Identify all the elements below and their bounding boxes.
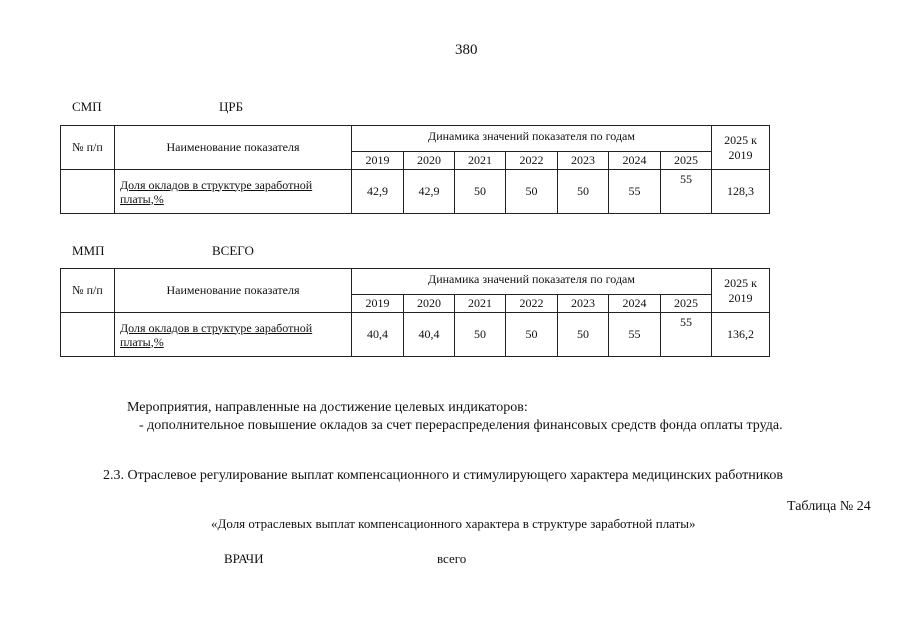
value-cell: 42,9 — [404, 170, 455, 214]
page-number: 380 — [455, 42, 478, 58]
year-header: 2019 — [352, 152, 404, 170]
col-dynamics-header: Динамика значений показателя по годам — [352, 126, 712, 152]
col-name-header: Наименование показателя — [115, 269, 352, 313]
value-cell: 50 — [506, 313, 558, 357]
col-name-header: Наименование показателя — [115, 126, 352, 170]
year-header: 2024 — [609, 295, 661, 313]
section-1-left-label: СМП — [72, 99, 102, 114]
value-cell: 50 — [558, 313, 609, 357]
value-cell: 50 — [455, 313, 506, 357]
measures-title: Мероприятия, направленные на достижение целевых индикаторов: — [127, 400, 528, 415]
table-caption: «Доля отраслевых выплат компенсационного характера в структуре заработной платы» — [211, 516, 696, 531]
value-cell: 55 — [661, 170, 712, 214]
section-1-right-label: ЦРБ — [219, 99, 244, 114]
table-number-label: Таблица № 24 — [787, 499, 871, 514]
ratio-cell: 136,2 — [712, 313, 770, 357]
year-header: 2021 — [455, 152, 506, 170]
year-header: 2020 — [404, 295, 455, 313]
section-2-left-label: ММП — [72, 243, 105, 258]
section-2-right-label: ВСЕГО — [212, 243, 254, 258]
indicator-table-2 — [60, 268, 770, 357]
year-header: 2025 — [661, 295, 712, 313]
section-heading: 2.3. Отраслевое регулирование выплат компенсационного и стимулирующего характера медицинских работников — [103, 468, 783, 483]
col-dynamics-header: Динамика значений показателя по годам — [352, 269, 712, 295]
measures-item: - дополнительное повышение окладов за счет перераспределения финансовых средств фонда оплаты труда. — [139, 418, 783, 433]
value-cell: 50 — [455, 170, 506, 214]
value-cell: 55 — [609, 313, 661, 357]
year-header: 2022 — [506, 295, 558, 313]
col-num-header: № п/п — [61, 269, 115, 313]
row-num — [61, 313, 115, 357]
year-header: 2021 — [455, 295, 506, 313]
year-header: 2023 — [558, 152, 609, 170]
col-ratio-header: 2025 к 2019 — [712, 126, 770, 170]
value-cell: 40,4 — [352, 313, 404, 357]
indicator-name-text: Доля окладов в структуре заработной платы,% — [120, 177, 313, 206]
value-cell: 40,4 — [404, 313, 455, 357]
col-ratio-header: 2025 к 2019 — [712, 269, 770, 313]
year-header: 2024 — [609, 152, 661, 170]
indicator-name — [115, 313, 352, 357]
indicator-name-text: Доля окладов в структуре заработной платы,% — [120, 320, 313, 349]
year-header: 2019 — [352, 295, 404, 313]
ratio-cell: 128,3 — [712, 170, 770, 214]
indicator-table-1 — [60, 125, 770, 214]
value-cell: 42,9 — [352, 170, 404, 214]
indicator-name — [115, 170, 352, 214]
value-cell: 55 — [609, 170, 661, 214]
value-cell: 50 — [506, 170, 558, 214]
bottom-right-label: всего — [437, 551, 467, 566]
table-row — [61, 170, 770, 214]
table-row — [61, 313, 770, 357]
year-header: 2022 — [506, 152, 558, 170]
value-cell: 55 — [661, 313, 712, 357]
year-header: 2023 — [558, 295, 609, 313]
year-header: 2020 — [404, 152, 455, 170]
col-num-header: № п/п — [61, 126, 115, 170]
year-header: 2025 — [661, 152, 712, 170]
value-cell: 50 — [558, 170, 609, 214]
row-num — [61, 170, 115, 214]
bottom-left-label: ВРАЧИ — [224, 551, 264, 566]
